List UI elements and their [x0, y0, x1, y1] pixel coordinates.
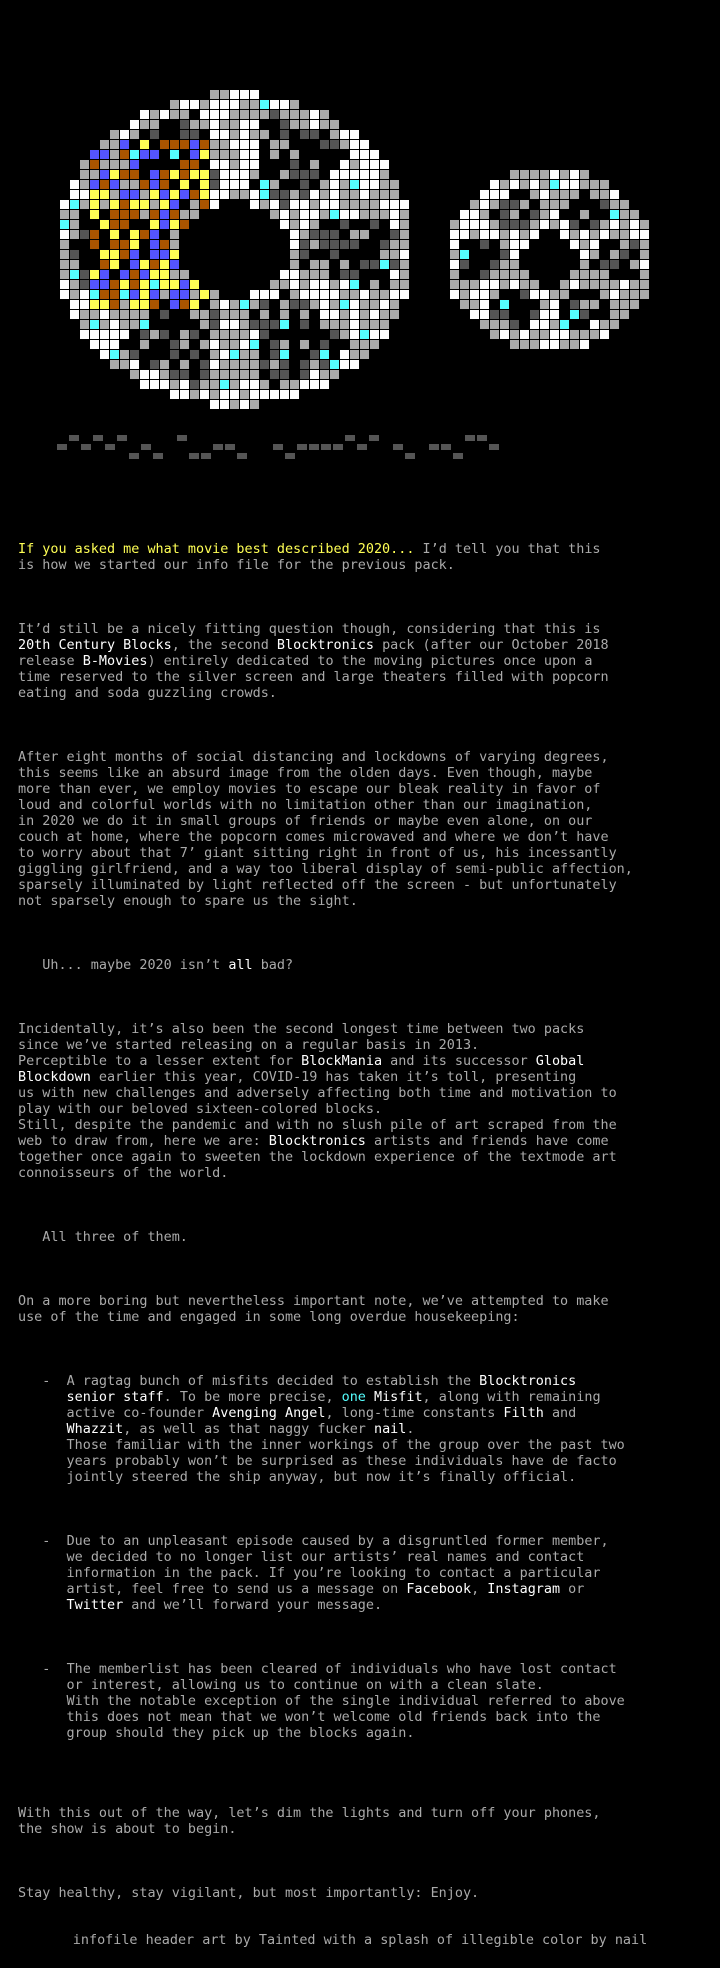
list-item-contact: - Due to an unpleasant episode caused by a disgruntled former member, we decided to no longer list our artists’ real names and contact information in the pack. If you’re looking to contact a particular artist, feel free to send us a message on Facebook, Instagram or Twitter and we’ll forward your message.	[42, 1534, 609, 1613]
pack-blockmania: BlockMania	[301, 1054, 383, 1069]
list-item-memberlist: - The memberlist has been cleared of individuals who have lost contact or interest, allowing us to continue on with a clean slate. With the notable exception of the single individual referred to above this does not mean that we won’t welcome old friends back into the group should they pick up the blocks again.	[42, 1662, 625, 1741]
pack-title: 20th Century Blocks	[18, 638, 172, 653]
art-credit-footer: infofile header art by Tainted with a splash of illegible color by nail	[72, 1933, 648, 1948]
closing-paragraph: With this out of the way, let’s dim the lights and turn off your phones, the show is about to begin.	[18, 1806, 601, 1837]
aside-all-three: All three of them.	[18, 1230, 188, 1245]
film-reel-header-art	[0, 0, 720, 500]
housekeeping-paragraph: On a more boring but nevertheless important note, we’ve attempted to make use of the time and engaged in some long overdue housekeeping:	[18, 1294, 609, 1325]
instagram-link: Instagram	[487, 1582, 561, 1597]
intro-paragraph: If you asked me what movie best described 2020... I’d tell you that this is how we started our info file for the previous pack.	[18, 542, 601, 573]
sign-off: Stay healthy, stay vigilant, but most importantly: Enjoy.	[18, 1886, 480, 1901]
aside-all-bad: Uh... maybe 2020 isn’t all bad?	[18, 958, 294, 973]
infofile-body	[18, 526, 708, 1918]
list-item-senior-staff: - A ragtag bunch of misfits decided to establish the Blocktronics senior staff. To be more precise, one Misfit, along with remaining active co-founder Avenging Angel, long-time constants Filth and Whazzit, as well as that naggy fucker nail. Those familiar with the inner workings of the group over the past two years probably won’t be surprised as these individuals have de facto jointly steered the ship anyway, but now it’s finally official.	[42, 1374, 625, 1485]
twitter-link: Twitter	[66, 1598, 124, 1613]
lockdown-paragraph: After eight months of social distancing and lockdowns of varying degrees, this seems like an absurd image from the olden days. Even though, maybe more than ever, we employ movies to escape our bleak reality in favor of loud and colorful worlds with no limitation other than our imagination, in 2020 we do it in small groups of friends or maybe even alone, on our couch at home, where the popcorn comes microwaved and where we don’t have to worry about that 7’ giant sitting right in front of us, his incessantly giggling girlfriend, and a way too liberal display of semi-public affection, sparsely illuminated by light reflected off the screen - but unfortunately not sparsely enough to spare us the sight.	[18, 750, 633, 909]
pack-global-blockdown: Blockdown	[18, 1070, 91, 1085]
intro-highlight: If you asked me what movie best described 2020...	[18, 542, 415, 557]
facebook-link: Facebook	[406, 1582, 472, 1597]
group-name: Blocktronics	[276, 638, 374, 653]
release-gap-paragraph: Incidentally, it’s also been the second longest time between two packs since we’ve started releasing on a regular basis in 2013. Perceptible to a lesser extent for BlockMania and its successor Global Blockdown earlier this year, COVID-19 has taken it’s toll, presenting us with new challenges and adversely affecting both time and motivation to play with our beloved sixteen-colored blocks. Still, despite the pandemic and with no slush pile of art scraped from the web to draw from, here we are: Blocktronics artists and friends have come together once again to sweeten the lockdown experience of the textmode art connoisseurs of the world.	[18, 1022, 617, 1181]
previous-pack-title: B-Movies	[82, 654, 148, 669]
pack-paragraph: It’d still be a nicely fitting question though, considering that this is 20th Century Blocks, the second Blocktronics pack (after our October 2018 release B-Movies) entirely dedicated to the moving pictures once upon a time reserved to the silver screen and large theaters filled with popcorn eating and soda guzzling crowds.	[18, 622, 609, 701]
